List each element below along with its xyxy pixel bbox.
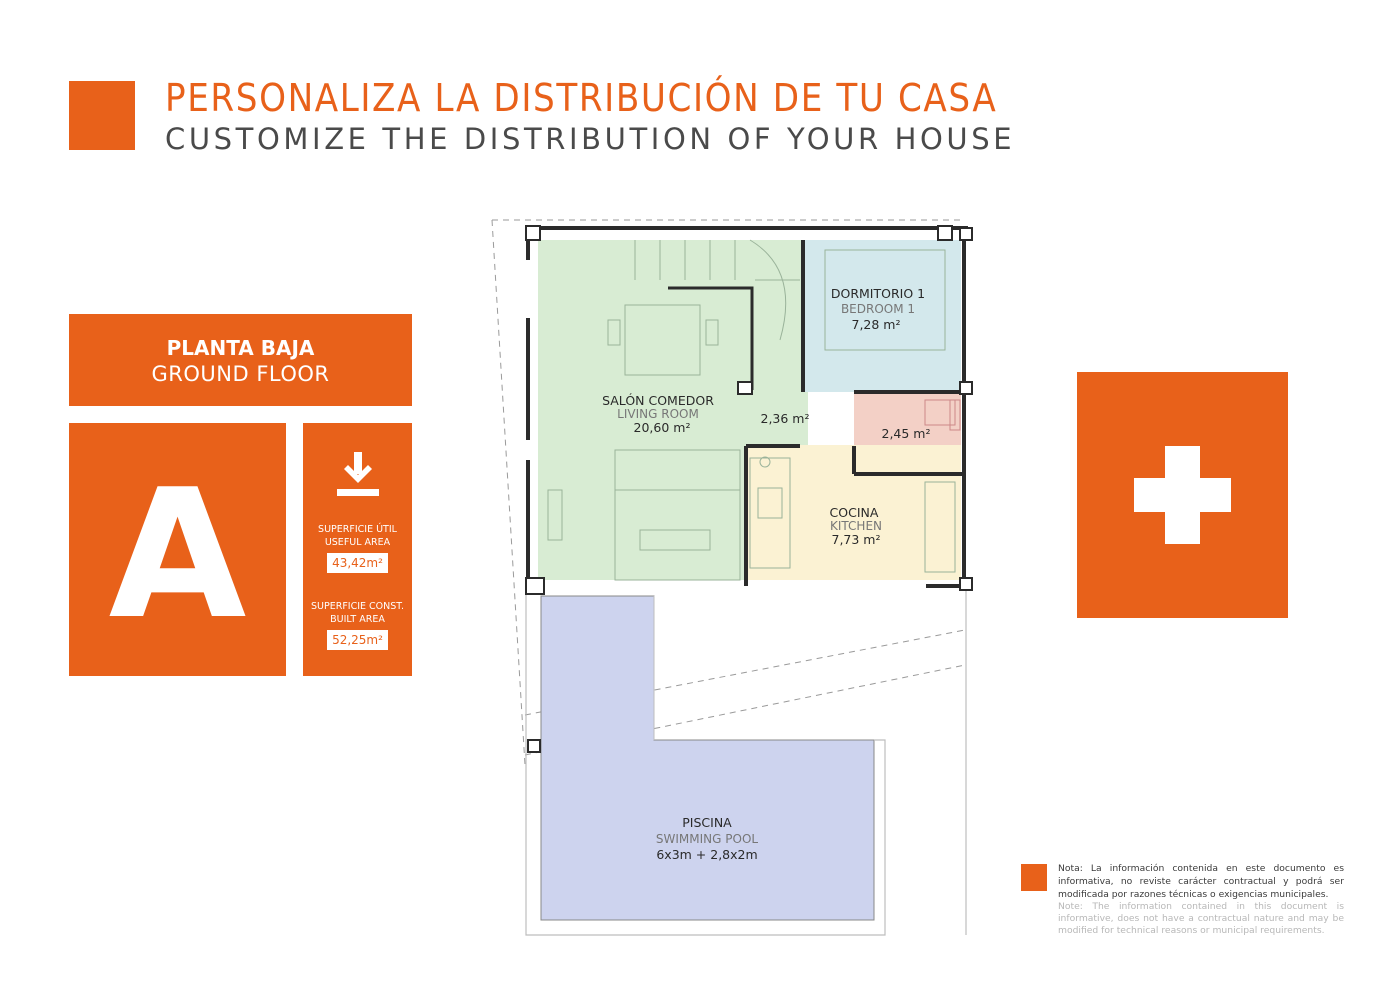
bedroom-name-es: DORMITORIO 1 bbox=[830, 286, 926, 301]
bedroom-area bbox=[803, 240, 961, 392]
kitchen-name-en: KITCHEN bbox=[830, 519, 882, 533]
page-title-en: CUSTOMIZE THE DISTRIBUTION OF YOUR HOUSE bbox=[165, 122, 1016, 156]
floor-name-es: PLANTA BAJA bbox=[166, 336, 315, 360]
expand-button[interactable] bbox=[1077, 372, 1288, 618]
title-accent-square bbox=[69, 81, 135, 150]
page-title-es: PERSONALIZA LA DISTRIBUCIÓN DE TU CASA bbox=[165, 76, 998, 120]
download-icon[interactable] bbox=[334, 449, 382, 499]
kitchen-name-es: COCINA bbox=[829, 505, 879, 520]
pool-area bbox=[541, 596, 874, 920]
house-type-letter: A bbox=[108, 451, 247, 658]
floor-name-en: GROUND FLOOR bbox=[151, 362, 330, 386]
living-room-area-value: 20,60 m² bbox=[633, 420, 691, 435]
kitchen-area-value: 7,73 m² bbox=[831, 532, 881, 547]
note-accent-square bbox=[1021, 864, 1047, 891]
plus-icon bbox=[1077, 372, 1288, 618]
disclaimer-en: Note: The information contained in this document is informative, does not have a contractual nature and may be modified for technical reasons or municipal requirements. bbox=[1058, 901, 1344, 936]
useful-area-label-en: USEFUL AREA bbox=[324, 537, 391, 548]
floor-header bbox=[69, 314, 412, 406]
useful-area-label-es: SUPERFICIE ÚTIL bbox=[318, 524, 397, 535]
pool-name-en: SWIMMING POOL bbox=[655, 832, 759, 846]
house-type-box bbox=[69, 423, 286, 676]
disclaimer-es: Nota: La información contenida en este documento es informativa, no reviste carácter contractual y podrá ser modificada por razones técnicas o exigencias municipales. bbox=[1058, 863, 1344, 900]
area-summary-box bbox=[303, 423, 412, 676]
built-area-label-en: BUILT AREA bbox=[330, 614, 385, 625]
living-room-name-es: SALÓN COMEDOR bbox=[602, 393, 714, 408]
floor-plan bbox=[480, 210, 1000, 950]
useful-area-value: 43,42m² bbox=[327, 553, 388, 573]
built-area-value: 52,25m² bbox=[327, 630, 388, 650]
bathroom-area-value: 2,45 m² bbox=[881, 426, 931, 441]
bedroom-area-value: 7,28 m² bbox=[851, 317, 901, 332]
bedroom-name-en: BEDROOM 1 bbox=[840, 302, 916, 316]
built-area-label-es: SUPERFICIE CONST. bbox=[311, 601, 404, 612]
pool-name-es: PISCINA bbox=[682, 815, 732, 830]
pool-dimensions: 6x3m + 2,8x2m bbox=[656, 847, 758, 862]
hall-area-value: 2,36 m² bbox=[760, 411, 810, 426]
stair-post bbox=[738, 382, 752, 394]
living-room-name-en: LIVING ROOM bbox=[617, 407, 699, 421]
